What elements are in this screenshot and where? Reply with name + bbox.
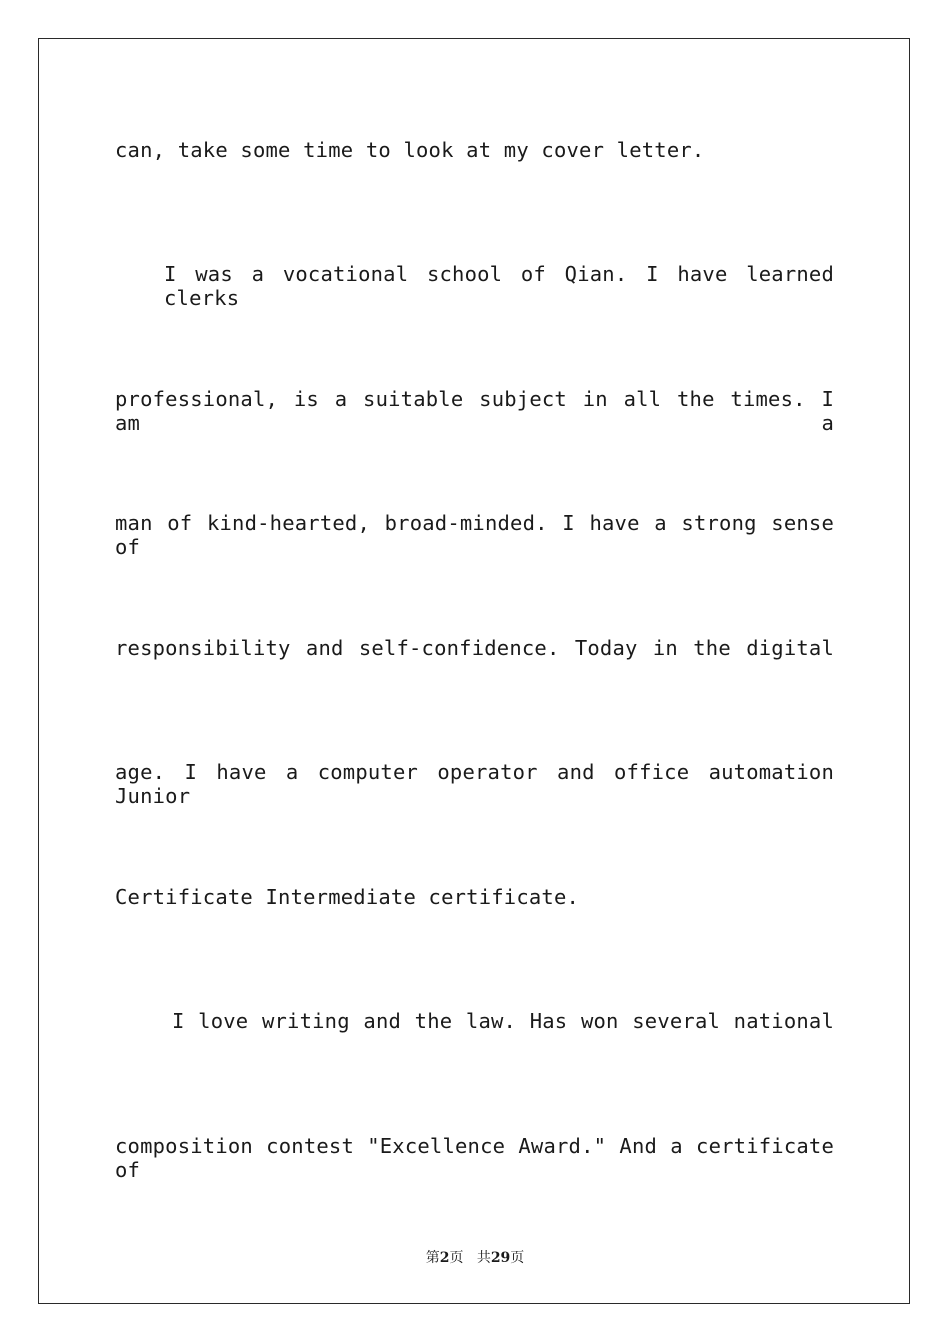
text-line-4: man of kind-hearted, broad-minded. I have a strong sense of — [115, 511, 834, 559]
footer-total-prefix: 共 — [476, 1250, 491, 1266]
text-line-1: can, take some time to look at my cover letter. — [115, 138, 705, 162]
text-line-7: Certificate Intermediate certificate. — [115, 885, 580, 909]
footer-page-suffix: 页 — [449, 1250, 464, 1266]
text-line-9: composition contest "Excellence Award." And a certificate of — [115, 1134, 834, 1182]
footer-total-pages: 29 — [490, 1250, 511, 1266]
text-line-2: I was a vocational school of Qian. I have learned clerks — [164, 262, 834, 310]
footer-total-suffix: 页 — [510, 1250, 525, 1266]
text-line-5: responsibility and self-confidence. Today in the digital — [115, 636, 834, 660]
text-line-6: age. I have a computer operator and office automation Junior — [115, 760, 834, 808]
page-frame — [38, 38, 910, 1304]
page-footer — [0, 1247, 950, 1267]
text-line-8: I love writing and the law. Has won several national — [172, 1009, 834, 1033]
footer-page-number: 2 — [439, 1250, 450, 1266]
footer-prefix: 第 — [425, 1250, 440, 1266]
text-line-3: professional, is a suitable subject in all the times. I am a — [115, 387, 834, 435]
